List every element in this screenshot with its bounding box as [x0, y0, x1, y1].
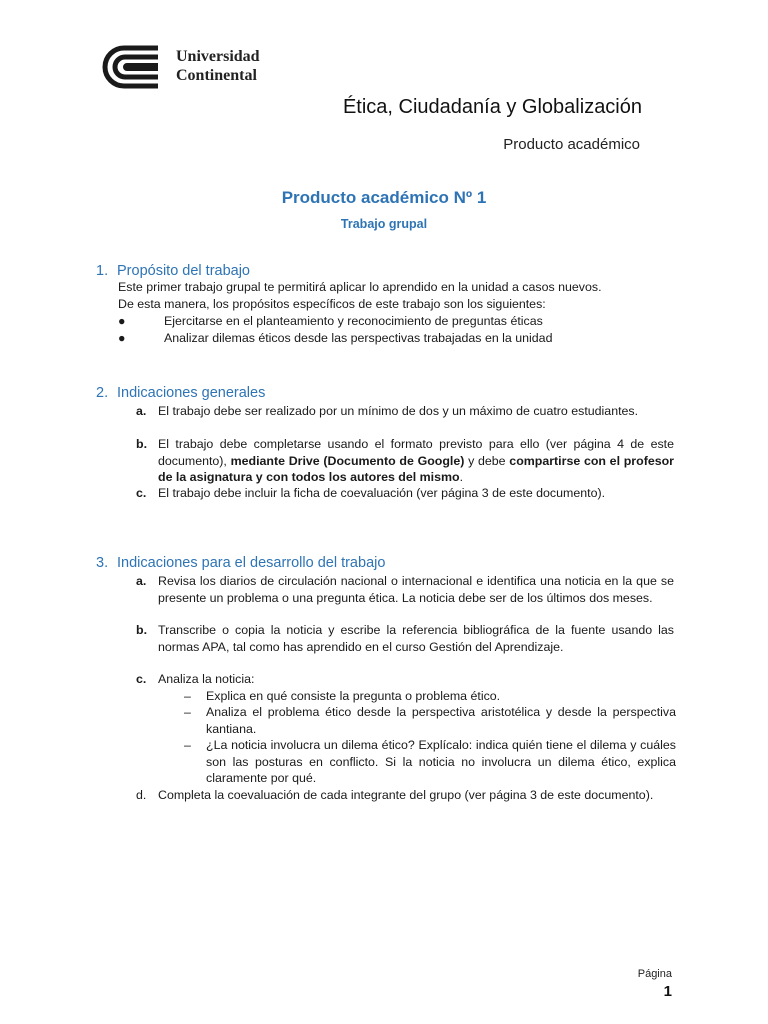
list-marker: d. [136, 788, 147, 802]
list-text-bold: mediante Drive (Documento de Google) [230, 453, 465, 468]
list-text-part: . [459, 470, 464, 485]
sub-list-text: ¿La noticia involucra un dilema ético? Explícalo: indica quién tiene el dilema y cuáles son las posturas en conflicto. Si la noticia no involucra un dilema ético, explica claramente por qué. [206, 738, 676, 786]
list-item-2a [136, 403, 674, 420]
list-item-3a [136, 573, 674, 606]
course-title: Ética, Ciudadanía y Globalización [342, 96, 642, 118]
dash-marker: – [184, 705, 191, 719]
sub-list-item [184, 737, 676, 787]
list-marker: b. [136, 437, 148, 451]
document-type: Producto académico [503, 136, 640, 153]
list-item-3c [136, 671, 674, 688]
section-3-title: Indicaciones para el desarrollo del trabajo [117, 555, 386, 571]
section-2-title: Indicaciones generales [117, 385, 266, 401]
dash-marker: – [184, 689, 191, 703]
list-item-3d [136, 787, 674, 804]
list-text: El trabajo debe ser realizado por un mínimo de dos y un máximo de cuatro estudiantes. [158, 404, 639, 418]
list-text: Analiza la noticia: [158, 672, 255, 686]
section-1-number: 1. [96, 263, 109, 279]
dash-marker: – [184, 738, 191, 752]
list-text: Revisa los diarios de circulación nacional o internacional e identifica una noticia en la que se presente un problema o una pregunta ética. La noticia debe ser de los últimos dos meses. [158, 574, 674, 605]
list-text-bold: compartirse con el profesor de la asignatura y con todos los autores del mismo [158, 453, 674, 485]
sub-list-text: Analiza el problema ético desde la perspectiva aristotélica y desde la perspectiva kantiana. [206, 705, 676, 736]
section-1-title: Propósito del trabajo [117, 263, 250, 279]
sub-list-text: Explica en qué consiste la pregunta o problema ético. [206, 689, 501, 703]
list-text-part: El trabajo debe completarse usando el formato previsto para ello (ver página 4 de este documento), [158, 437, 674, 468]
list-marker: b. [136, 623, 148, 637]
list-text: Completa la coevaluación de cada integrante del grupo (ver página 3 de este documento). [158, 788, 654, 802]
section-3-heading [96, 555, 676, 571]
list-item-2c [136, 485, 674, 502]
continental-logo-icon [100, 44, 166, 90]
bullet-icon: ● [118, 314, 126, 328]
list-item-2b [136, 436, 674, 486]
page-label: Página [637, 968, 672, 980]
section-3-number: 3. [96, 555, 109, 571]
list-marker: a. [136, 404, 147, 418]
list-text: El trabajo debe incluir la ficha de coevaluación (ver página 3 de este documento). [158, 486, 606, 500]
list-item-3b [136, 622, 674, 655]
logo-line-1: Universidad [176, 48, 260, 65]
bullet-text: Ejercitarse en el planteamiento y reconocimiento de preguntas éticas [164, 314, 543, 328]
sub-list-item [184, 704, 676, 737]
section-1-heading [96, 263, 676, 279]
page-title: Producto académico Nº 1 [281, 188, 487, 207]
section-1-line-2: De esta manera, los propósitos específicos de este trabajo son los siguientes: [118, 297, 546, 311]
bullet-icon: ● [118, 331, 126, 345]
logo-wordmark [176, 47, 260, 85]
section-2-heading [96, 385, 676, 401]
list-text [158, 436, 674, 486]
section-2-number: 2. [96, 385, 109, 401]
university-logo [100, 44, 300, 92]
list-text-part: y debe [464, 453, 510, 468]
page-number: 1 [663, 983, 672, 1000]
page-subtitle: Trabajo grupal [340, 217, 428, 231]
list-marker: c. [136, 486, 147, 500]
list-text: Transcribe o copia la noticia y escribe la referencia bibliográfica de la fuente usando las normas APA, tal como has aprendido en el curso Gestión del Aprendizaje. [158, 623, 674, 654]
logo-line-2: Continental [176, 67, 257, 84]
section-1-paragraph [118, 279, 676, 313]
sub-list-item [184, 688, 676, 705]
section-1-line-1: Este primer trabajo grupal te permitirá aplicar lo aprendido en la unidad a casos nuevos. [118, 280, 602, 294]
list-marker: a. [136, 574, 147, 588]
bullet-text: Analizar dilemas éticos desde las perspectivas trabajadas en la unidad [164, 331, 553, 345]
list-marker: c. [136, 672, 147, 686]
